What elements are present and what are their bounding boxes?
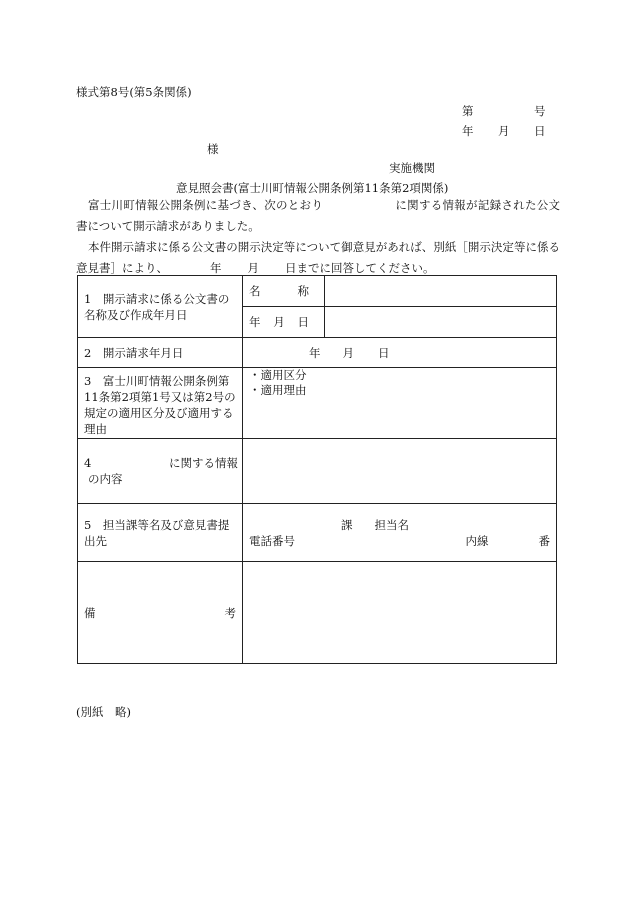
row6-label-a: 備: [84, 605, 96, 620]
row2-label-cell: [78, 338, 243, 368]
row5-section: 課: [341, 517, 353, 532]
row4-label-b: に関する情報: [169, 456, 238, 470]
row2-year: 年: [309, 345, 321, 360]
table-row-3: [78, 368, 557, 439]
row6-value-cell[interactable]: [243, 562, 557, 664]
row1-date-day: 日: [297, 315, 309, 329]
form-number: 様式第8号(第5条関係): [76, 85, 192, 99]
row1-name-label-cell: [243, 276, 325, 307]
para2-text-a: 本件開示請求に係る公文書の開示決定等について御意見があれば、別紙［開示決定等に係る意見書］により、: [76, 240, 560, 275]
table-row-1a: [78, 276, 557, 307]
number-prefix: 第: [462, 104, 474, 118]
row4-label-cell: [78, 439, 243, 504]
row1-label: 1 開示請求に係る公文書の名称及び作成年月日: [84, 291, 230, 322]
row1-date-year: 年: [249, 315, 261, 329]
row3-label-cell: [78, 368, 243, 439]
para2-text-b: 日までに回答してください。: [285, 261, 435, 275]
number-suffix: 号: [534, 104, 546, 118]
row2-label: 2 開示請求年月日: [84, 345, 184, 360]
para1-text-b: に関する情報が記録された公文書について開示請求がありました。: [76, 198, 561, 233]
footer-note: (別紙 略): [76, 705, 131, 719]
row5-ext: 内線: [465, 533, 489, 548]
inquiry-table: [77, 275, 557, 664]
row4-label-c: の内容: [88, 472, 123, 486]
row1-name-value-cell[interactable]: [325, 276, 557, 307]
row5-phone: 電話番号: [249, 533, 295, 548]
date-year: 年: [462, 124, 474, 138]
table-row-5: [78, 504, 557, 562]
body-paragraph-2: [76, 237, 560, 279]
row3-item-1: ・適用区分: [249, 368, 307, 382]
row5-label-cell: [78, 504, 243, 562]
row1-name-b: 称: [297, 284, 309, 298]
row1-date-label-cell: [243, 307, 325, 338]
row4-label: [78, 455, 242, 487]
row2-value-cell[interactable]: [243, 338, 557, 368]
addressee-suffix: 様: [207, 142, 219, 156]
row6-label-cell: [78, 562, 243, 664]
row2-day: 日: [378, 345, 390, 360]
table-row-6: [78, 562, 557, 664]
row3-label: 3 富士川町情報公開条例第11条第2項第1号又は第2号の規定の適用区分及び適用する理由: [84, 374, 236, 436]
row5-num: 番: [538, 533, 550, 548]
row6-label-b: 考: [224, 605, 236, 620]
row2-month: 月: [342, 345, 354, 360]
table-row-4: [78, 439, 557, 504]
row3-item-2: ・適用理由: [249, 383, 307, 397]
date-month: 月: [498, 124, 510, 138]
table-row-2: [78, 338, 557, 368]
row4-label-a: 4: [84, 456, 92, 470]
para2-month: 月: [247, 261, 259, 275]
row1-name-a: 名: [249, 284, 261, 298]
row1-date-month: 月: [273, 315, 285, 329]
row5-person: 担当名: [374, 517, 409, 532]
row5-value-cell[interactable]: [243, 504, 557, 562]
document-title: 意見照会書(富士川町情報公開条例第11条第2項関係): [176, 181, 449, 195]
row4-value-cell[interactable]: [243, 439, 557, 504]
para2-year: 年: [210, 261, 222, 275]
body-paragraph-1: [76, 195, 560, 237]
sender: 実施機関: [389, 161, 435, 175]
row3-value-cell[interactable]: [243, 368, 557, 439]
row1-date-value-cell[interactable]: [325, 307, 557, 338]
row1-label-cell: [78, 276, 243, 338]
row5-label: 5 担当課等名及び意見書提出先: [84, 517, 230, 548]
para1-text-a: 富士川町情報公開条例に基づき、次のとおり: [88, 198, 324, 212]
date-day: 日: [534, 124, 546, 138]
